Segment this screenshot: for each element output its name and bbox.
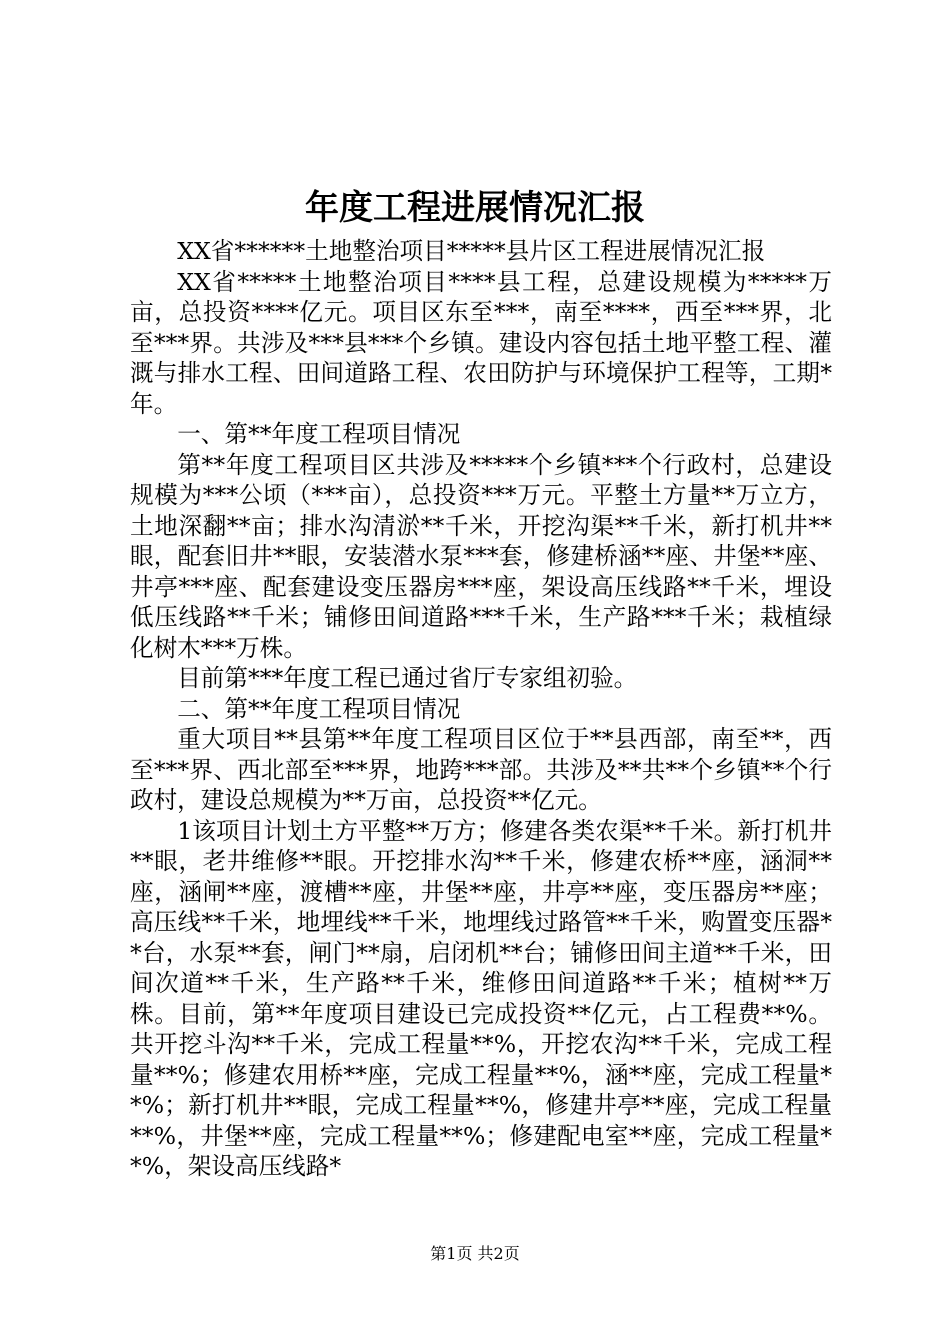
- paragraph-section-1-status: 目前第***年度工程已通过省厅专家组初验。: [177, 664, 638, 692]
- document-body: [130, 236, 832, 1182]
- paragraph-section-2-plan: 1该项目计划土方平整**万方；修建各类农渠**千米。新打机井**眼，老井维修**眼。开挖排水沟**千米，修建农桥**座，涵洞**座，涵闸**座，渡槽**座，井堡**座，井亭**座，变压器房**座；高压线**千米，地埋线**千米，地埋线过路管**千米，购置变压器**台，水泵**套，闸门**扇，启闭机**台；铺修田间主道**千米，田间次道**千米，生产路**千米，维修田间道路**千米；植树**万株。目前，第**年度项目建设已完成投资**亿元，占工程费**%。共开挖斗沟**千米，完成工程量**%，开挖农沟**千米，完成工程量**%；修建农用桥**座，完成工程量**%，涵**座，完成工程量**%；新打机井**眼，完成工程量**%，修建井亭**座，完成工程量**%，井堡**座，完成工程量**%；修建配电室**座，完成工程量**%，架设高压线路*: [130, 816, 832, 1180]
- section-heading-1: 一、第**年度工程项目情况: [177, 420, 461, 448]
- document-title: 年度工程进展情况汇报: [305, 188, 645, 228]
- page-footer: 第1页 共2页: [430, 1244, 520, 1263]
- paragraph-section-1-detail: 第**年度工程项目区共涉及*****个乡镇***个行政村，总建设规模为***公顷（***亩），总投资***万元。平整土方量**万立方，土地深翻**亩；排水沟清淤**千米，开挖沟渠**千米，新打机井**眼，配套旧井**眼，安装潜水泵***套，修建桥涵**座、井堡**座、井亭***座、配套建设变压器房***座，架设高压线路**千米，埋设低压线路**千米；铺修田间道路***千米，生产路***千米；栽植绿化树木***万株。: [130, 450, 832, 662]
- paragraph-overview: XX省*****土地整治项目****县工程，总建设规模为*****万亩，总投资****亿元。项目区东至***，南至****，西至***界，北至***界。共涉及***县***个乡镇。建设内容包括土地平整工程、灌溉与排水工程、田间道路工程、农田防护与环境保护工程等，工期*年。: [130, 267, 832, 418]
- paragraph-section-2-overview: 重大项目**县第**年度工程项目区位于**县西部，南至**，西至***界、西北部至***界，地跨***部。共涉及**共**个乡镇**个行政村，建设总规模为**万亩，总投资**亿元。: [130, 725, 832, 814]
- paragraph-report-heading: XX省******土地整治项目*****县片区工程进展情况汇报: [177, 237, 766, 265]
- section-heading-2: 二、第**年度工程项目情况: [177, 694, 461, 723]
